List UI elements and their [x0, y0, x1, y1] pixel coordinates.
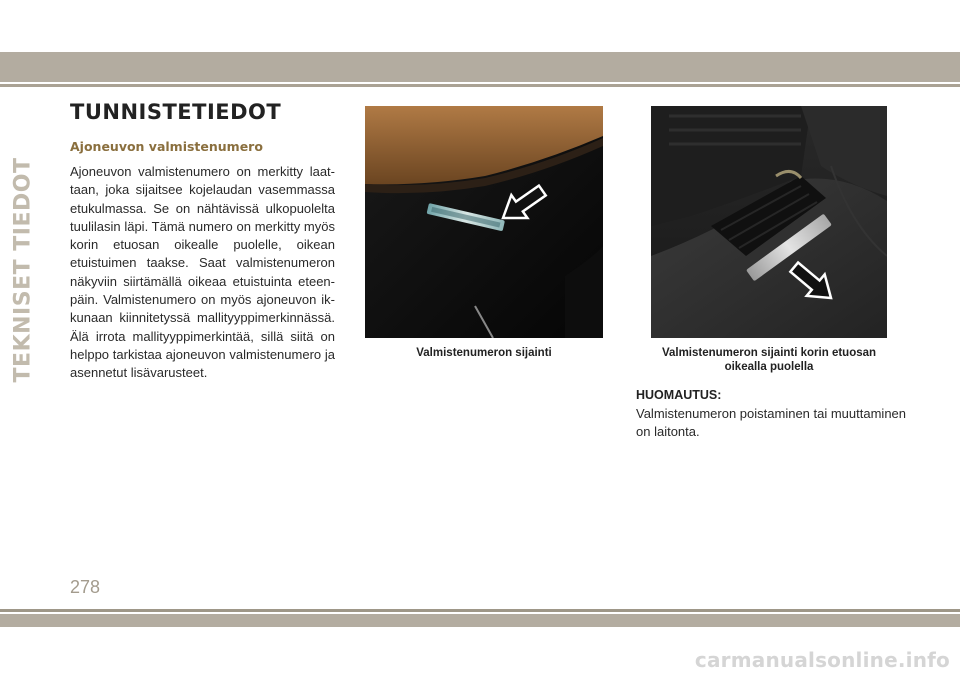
footer-rule — [0, 609, 960, 612]
body-paragraph: Ajoneuvon valmistenumero on merkitty laattaan, joka sijaitsee kojelaudan vasemmassa etukulmassa. Se on nähtävissä ulkopuolelta tuulilasin läpi. Tämä numero on merkitty myös korin etuosan oikealle puolelle, oikean etuistuimen taakse. Saat valmistenumeron näkyviin siirtämällä oikeaa etuistuinta eteenpäin. Valmistenumero on myös ajoneuvon ikkunaan kiinnitetyssä mallityyppimerkinnässä. Älä irrota mallityyppimerkintää, sillä siitä on helppo tarkistaa ajoneuvon valmistenumero ja asennetut lisävarusteet. — [70, 164, 335, 381]
header-band — [0, 52, 960, 82]
header-rule — [0, 84, 960, 87]
figure-caption: Valmistenumeron sijainti korin etuosan oikealla puolella — [661, 347, 877, 373]
footer-band — [0, 614, 960, 627]
note-heading: HUOMAUTUS: — [636, 388, 722, 402]
vin-dashboard-photo — [365, 106, 603, 338]
page-title: TUNNISTETIEDOT — [70, 100, 282, 124]
vin-floor-photo — [651, 106, 887, 338]
page-number: 278 — [70, 577, 101, 597]
watermark: carmanualsonline.info — [694, 648, 950, 672]
figure-caption: Valmistenumeron sijainti — [416, 347, 552, 359]
section-subtitle: Ajoneuvon valmistenumero — [70, 139, 263, 154]
note-text: Valmistenumeron poistaminen tai muuttaminen on laitonta. — [636, 406, 907, 439]
section-side-tab-label: TEKNISET TIEDOT — [10, 157, 36, 383]
